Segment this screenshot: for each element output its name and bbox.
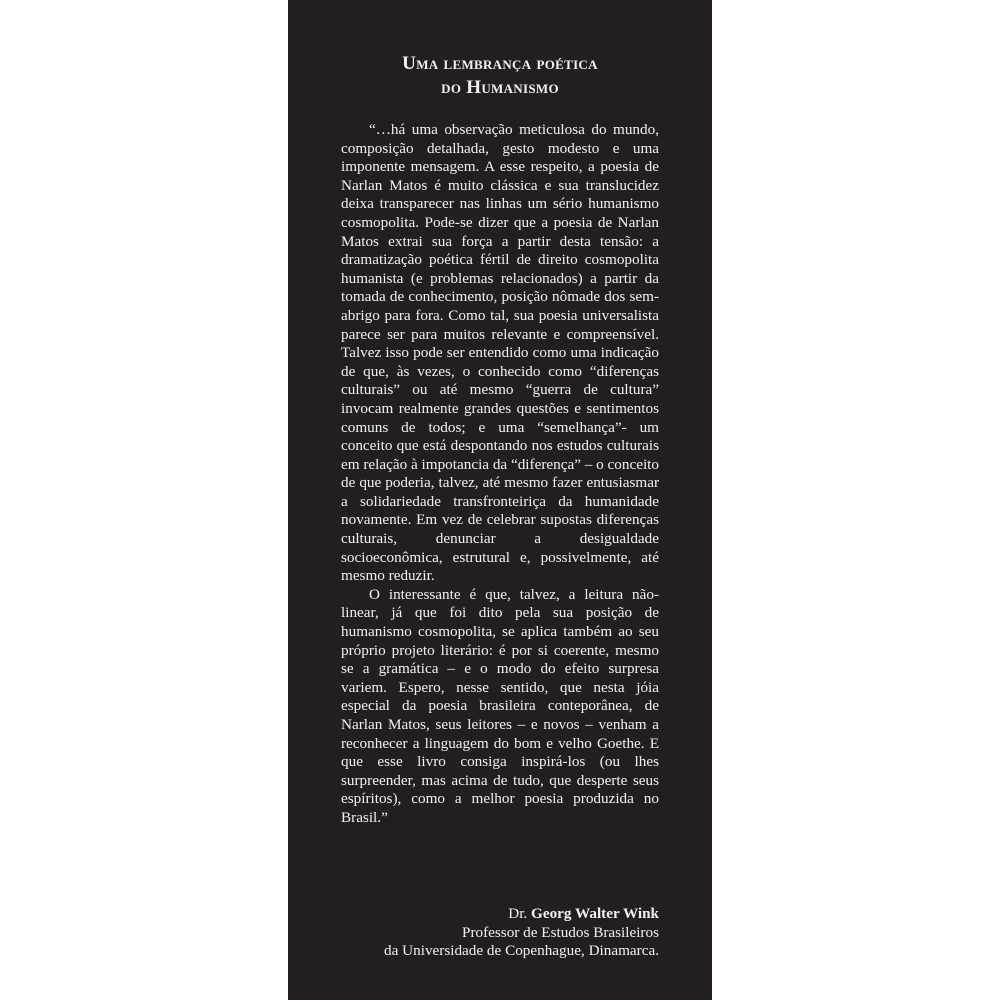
- author-signature: [384, 905, 659, 961]
- signature-prefix: Dr.: [508, 905, 532, 922]
- signature-affiliation: da Universidade de Copenhague, Dinamarca.: [384, 942, 659, 960]
- signature-name: Georg Walter Wink: [531, 905, 659, 922]
- book-flap-panel: [288, 0, 712, 1000]
- title-line-2: do Humanismo: [441, 77, 559, 98]
- page-title: [288, 52, 712, 100]
- signature-title: Professor de Estudos Brasileiros: [462, 923, 659, 941]
- quote-paragraph-2: O interessante é que, talvez, a leitura não-linear, já que foi dito pela sua posição de humanismo cosmopolita, se aplica também ao seu próprio projeto literário: é por si coerente, mesmo se a gramática – e o modo do efeito surpresa variem. Espero, nesse sentido, que nesta jóia especial da poesia brasileira conteporânea, de Narlan Matos, seus leitores – e novos – venham a reconhecer a linguagem do bom e velho Goethe. E que esse livro consiga inspirá-los (ou lhes surpreender, mas acima de tudo, que desperte seus espíritos), como a melhor poesia produzida no Brasil.”: [341, 585, 659, 826]
- quote-body: [341, 121, 659, 828]
- title-line-1: Uma lembrança poética: [402, 53, 598, 74]
- signature-line-1: [384, 905, 659, 924]
- quote-paragraph-1: “…há uma observação meticulosa do mundo, composição detalhada, gesto modesto e uma imponente mensagem. A esse respeito, a poesia de Narlan Matos é muito clássica e sua translucidez deixa transparecer nas linhas um sério humanismo cosmopolita. Pode-se dizer que a poesia de Narlan Matos extrai sua força a partir desta tensão: a dramatização poética fértil de direito cosmopolita humanista (e problemas relacionados) a partir da tomada de conhecimento, posição nômade dos sem-abrigo para fora. Como tal, sua poesia universalista parece ser para muitos relevante e compreensível. Talvez isso pode ser entendido como uma indicação de que, às vezes, o conhecido como “diferenças culturais” ou até mesmo “guerra de cultura” invocam realmente grandes questões e sentimentos comuns de todos; e uma “semelhança”- um conceito que está despontando nos estudos culturais em relação à impotancia da “diferença” – o conceito de que poderia, talvez, até mesmo fazer entusiasmar a solidariedade transfronteiriça da humanidade novamente. Em vez de celebrar supostas diferenças culturais, denunciar a desigualdade socioeconômica, estrutural e, possivelmente, até mesmo reduzir.: [341, 121, 659, 585]
